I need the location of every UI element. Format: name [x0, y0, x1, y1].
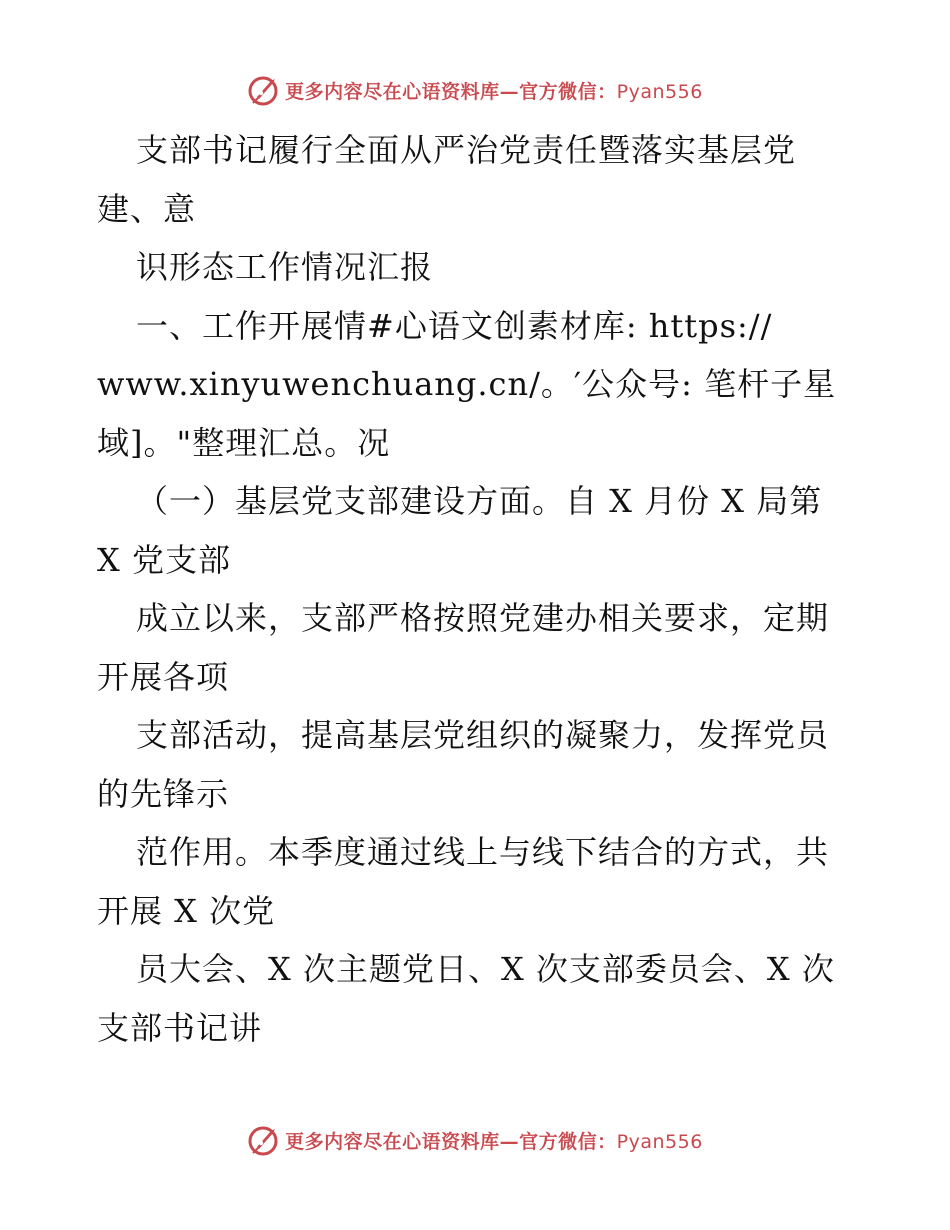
banner-text: [285, 1127, 703, 1154]
text-line: 支部活动，提高基层党组织的凝聚力，发挥党员: [136, 716, 830, 754]
banner-text: [285, 77, 703, 104]
banner-wechat-id: Pyan556: [616, 80, 703, 103]
text-line: 一、工作开展情#心语文创素材库: https://: [136, 306, 773, 345]
text-line: 范作用。本季度通过线上与线下结合的方式，共: [136, 833, 830, 871]
banner-text-cn: 更多内容尽在心语资料库—官方微信：: [285, 1130, 617, 1153]
pen-nib-logo-icon: [247, 1123, 281, 1157]
text-line: 识形态工作情况汇报: [136, 248, 434, 286]
text-line: 开展 X 次党: [97, 891, 276, 930]
text-line: www.xinyuwenchuang.cn/。′公众号: 笔杆子星: [97, 365, 837, 403]
text-line: 支部书记讲: [97, 1008, 263, 1047]
text-line: 建、意: [97, 189, 197, 228]
text-line: 成立以来，支部严格按照党建办相关要求，定期: [136, 599, 830, 637]
text-line: 员大会、X 次主题党日、X 次支部委员会、X 次: [136, 950, 835, 988]
banner-wechat-id: Pyan556: [616, 1130, 703, 1153]
text-line: X 党支部: [97, 540, 231, 579]
document-body: [97, 121, 857, 1057]
text-line: （一）基层党支部建设方面。自 X 月份 X 局第: [136, 482, 823, 520]
text-line: 域]。"整理汇总。况: [97, 423, 391, 462]
footer-banner: [0, 1120, 950, 1160]
text-line: 的先锋示: [97, 774, 230, 813]
header-banner: [0, 70, 950, 110]
pen-nib-logo-icon: [247, 73, 281, 107]
text-line: 支部书记履行全面从严治党责任暨落实基层党: [136, 131, 797, 169]
text-line: 开展各项: [97, 657, 230, 696]
banner-text-cn: 更多内容尽在心语资料库—官方微信：: [285, 80, 617, 103]
